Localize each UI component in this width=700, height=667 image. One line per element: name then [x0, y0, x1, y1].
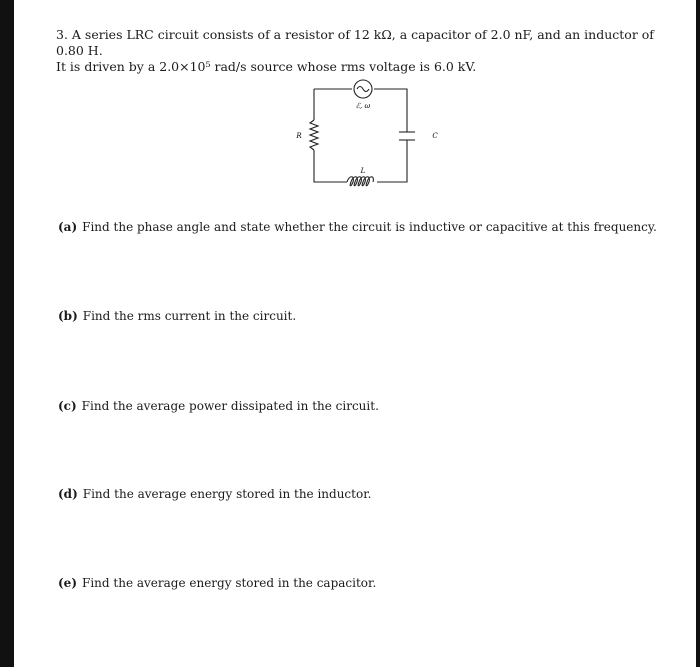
right-border: [696, 0, 700, 667]
ac-source-wave: [357, 87, 369, 92]
top-wire-right: [374, 89, 407, 132]
inductor-icon: [347, 177, 373, 186]
part-e-text: Find the average energy stored in the capacitor.: [82, 576, 377, 590]
capacitor-label: C: [432, 132, 438, 140]
part-b-label: (b): [58, 309, 78, 323]
part-d-label: (d): [58, 487, 78, 501]
problem-statement: [56, 27, 666, 75]
resistor-icon: [310, 120, 318, 150]
part-a-text: Find the phase angle and state whether the circuit is inductive or capacitive at this frequency.: [82, 220, 657, 234]
question-part-b: [58, 309, 296, 323]
part-a-label: (a): [58, 220, 78, 234]
lrc-circuit-diagram: [279, 72, 459, 192]
part-e-label: (e): [58, 576, 77, 590]
part-c-label: (c): [58, 399, 77, 413]
part-c-text: Find the average power dissipated in the circuit.: [81, 399, 379, 413]
problem-line-1: 3. A series LRC circuit consists of a resistor of 12 kΩ, a capacitor of 2.0 nF, and an inductor of 0.80 H.: [56, 27, 654, 58]
question-part-a: [58, 220, 657, 234]
problem-line-2: It is driven by a 2.0×10⁵ rad/s source whose rms voltage is 6.0 kV.: [56, 59, 477, 74]
left-wire-bottom: [314, 150, 347, 182]
document-page: [14, 0, 696, 667]
resistor-label: R: [296, 132, 302, 140]
source-label: ℰ, ω: [355, 102, 371, 110]
question-part-e: [58, 576, 376, 590]
question-part-c: [58, 399, 379, 413]
bottom-wire-right: [377, 140, 407, 182]
inductor-label: L: [360, 167, 366, 175]
left-border: [0, 0, 14, 667]
part-b-text: Find the rms current in the circuit.: [82, 309, 297, 323]
question-part-d: [58, 487, 371, 501]
part-d-text: Find the average energy stored in the inductor.: [82, 487, 372, 501]
